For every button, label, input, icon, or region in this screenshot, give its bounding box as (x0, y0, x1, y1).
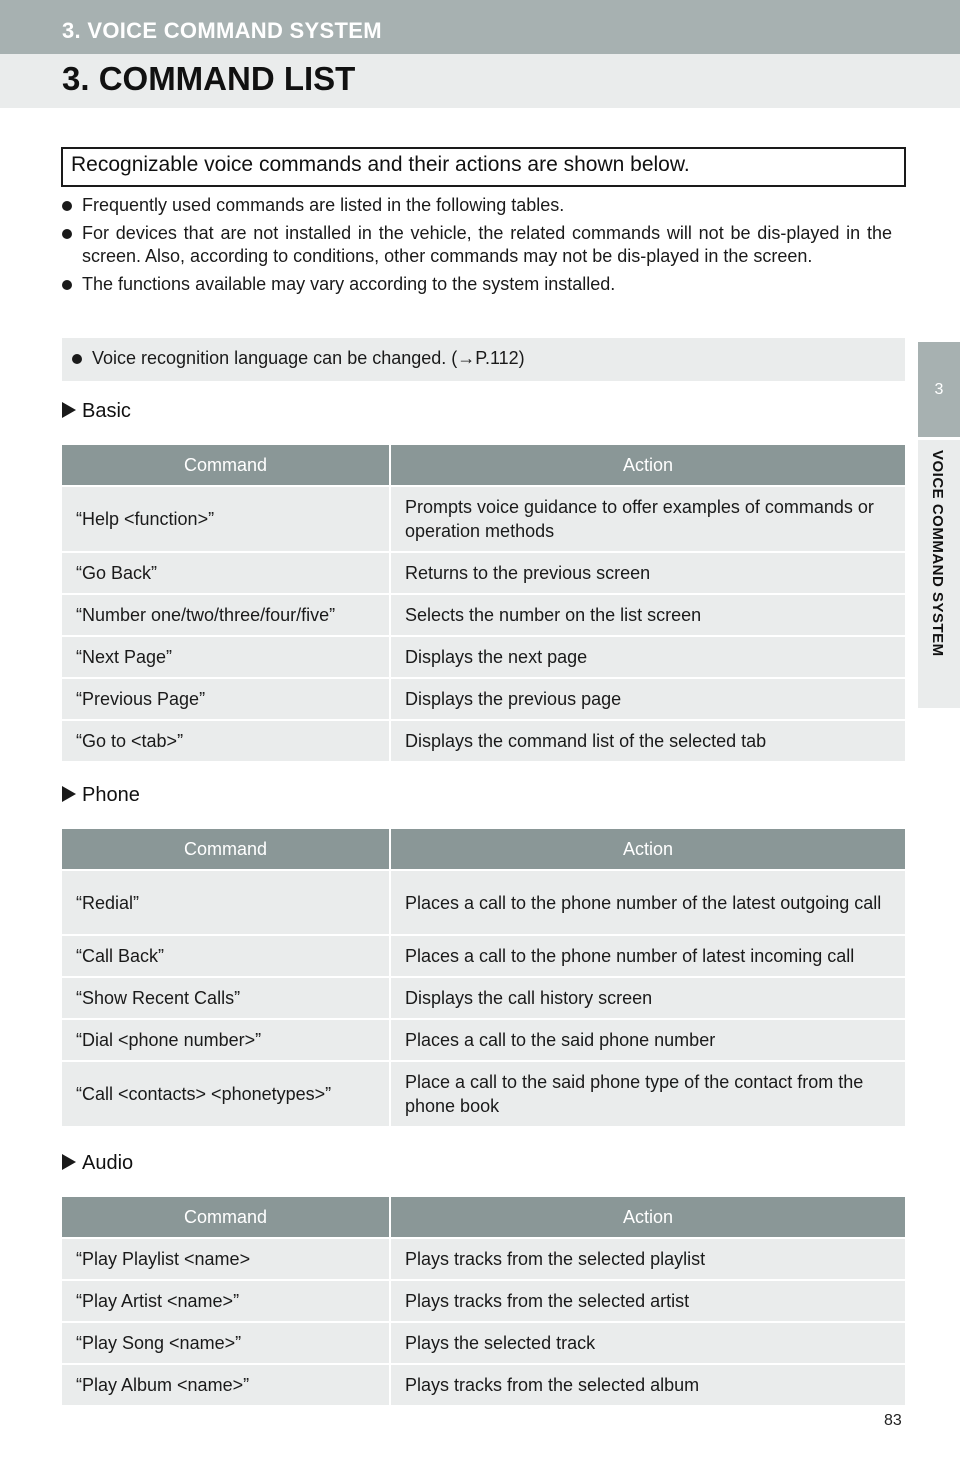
column-header-command: Command (62, 1197, 390, 1238)
table-row (62, 935, 905, 977)
action-cell: Places a call to the phone number of latest incoming call (390, 935, 905, 977)
table-row (62, 1322, 905, 1364)
subhead-label: Phone (82, 784, 140, 806)
bullet-item (62, 194, 892, 217)
side-tab-label: VOICE COMMAND SYSTEM (929, 450, 946, 657)
table-row (62, 552, 905, 594)
intro-box (61, 147, 906, 187)
subhead-audio (62, 1152, 133, 1175)
note-text: Voice recognition language can be changed. (→P.112) (92, 348, 525, 368)
bullet-text: The functions available may vary according to the system installed. (82, 274, 616, 294)
intro-text: Recognizable voice commands and their actions are shown below. (71, 153, 690, 176)
command-cell: “Previous Page” (62, 678, 390, 720)
action-cell: Places a call to the said phone number (390, 1019, 905, 1061)
triangle-right-icon (62, 1154, 76, 1170)
command-cell: “Go Back” (62, 552, 390, 594)
table-row (62, 1061, 905, 1126)
subhead-basic (62, 400, 131, 423)
command-cell: “Play Artist <name>” (62, 1280, 390, 1322)
command-cell: “Number one/two/three/four/five” (62, 594, 390, 636)
note-item (72, 347, 525, 370)
bullet-dot-icon (62, 280, 72, 290)
basic-command-table (62, 445, 905, 761)
bullet-list (62, 194, 892, 301)
side-tab-number: 3 (918, 342, 960, 437)
action-cell: Displays the next page (390, 636, 905, 678)
action-cell: Places a call to the phone number of the latest outgoing call (390, 870, 905, 935)
table-row (62, 636, 905, 678)
note-box (62, 338, 905, 381)
action-cell: Selects the number on the list screen (390, 594, 905, 636)
command-cell: “Call <contacts> <phonetypes>” (62, 1061, 390, 1126)
action-cell: Plays tracks from the selected playlist (390, 1238, 905, 1280)
bullet-dot-icon (62, 201, 72, 211)
action-cell: Prompts voice guidance to offer examples of commands or operation methods (390, 486, 905, 552)
bullet-text: Frequently used commands are listed in the following tables. (82, 195, 565, 215)
table-row (62, 678, 905, 720)
table-row (62, 720, 905, 761)
table-row (62, 594, 905, 636)
table-header-row (62, 829, 905, 870)
page-number: 83 (884, 1412, 902, 1429)
command-cell: “Play Album <name>” (62, 1364, 390, 1405)
action-cell: Plays the selected track (390, 1322, 905, 1364)
action-cell: Displays the command list of the selected tab (390, 720, 905, 761)
triangle-right-icon (62, 786, 76, 802)
command-cell: “Help <function>” (62, 486, 390, 552)
command-cell: “Next Page” (62, 636, 390, 678)
bullet-item (62, 222, 892, 268)
column-header-action: Action (390, 1197, 905, 1238)
subhead-label: Basic (82, 400, 131, 422)
command-cell: “Redial” (62, 870, 390, 935)
table-header-row (62, 445, 905, 486)
bullet-item (62, 273, 892, 296)
page-title: 3. COMMAND LIST (62, 60, 356, 97)
table-row (62, 977, 905, 1019)
subhead-phone (62, 784, 140, 807)
table-row (62, 1238, 905, 1280)
triangle-right-icon (62, 402, 76, 418)
command-cell: “Play Playlist <name> (62, 1238, 390, 1280)
section-title: 3. VOICE COMMAND SYSTEM (62, 18, 382, 43)
column-header-action: Action (390, 829, 905, 870)
table-row (62, 870, 905, 935)
bullet-dot-icon (62, 229, 72, 239)
table-row (62, 1019, 905, 1061)
table-row (62, 1364, 905, 1405)
command-cell: “Show Recent Calls” (62, 977, 390, 1019)
bullet-dot-icon (72, 354, 82, 364)
command-cell: “Play Song <name>” (62, 1322, 390, 1364)
action-cell: Plays tracks from the selected artist (390, 1280, 905, 1322)
subhead-label: Audio (82, 1152, 134, 1174)
table-row (62, 1280, 905, 1322)
action-cell: Displays the call history screen (390, 977, 905, 1019)
bullet-text: For devices that are not installed in the vehicle, the related commands will not be dis-played in the screen. Also, according to conditions, other commands may not be dis-played in the screen. (82, 223, 892, 266)
column-header-command: Command (62, 829, 390, 870)
action-cell: Plays tracks from the selected album (390, 1364, 905, 1405)
action-cell: Displays the previous page (390, 678, 905, 720)
column-header-action: Action (390, 445, 905, 486)
command-cell: “Go to <tab>” (62, 720, 390, 761)
table-header-row (62, 1197, 905, 1238)
action-cell: Place a call to the said phone type of the contact from the phone book (390, 1061, 905, 1126)
command-cell: “Call Back” (62, 935, 390, 977)
audio-command-table (62, 1197, 905, 1405)
action-cell: Returns to the previous screen (390, 552, 905, 594)
table-row (62, 486, 905, 552)
command-cell: “Dial <phone number>” (62, 1019, 390, 1061)
column-header-command: Command (62, 445, 390, 486)
phone-command-table (62, 829, 905, 1126)
